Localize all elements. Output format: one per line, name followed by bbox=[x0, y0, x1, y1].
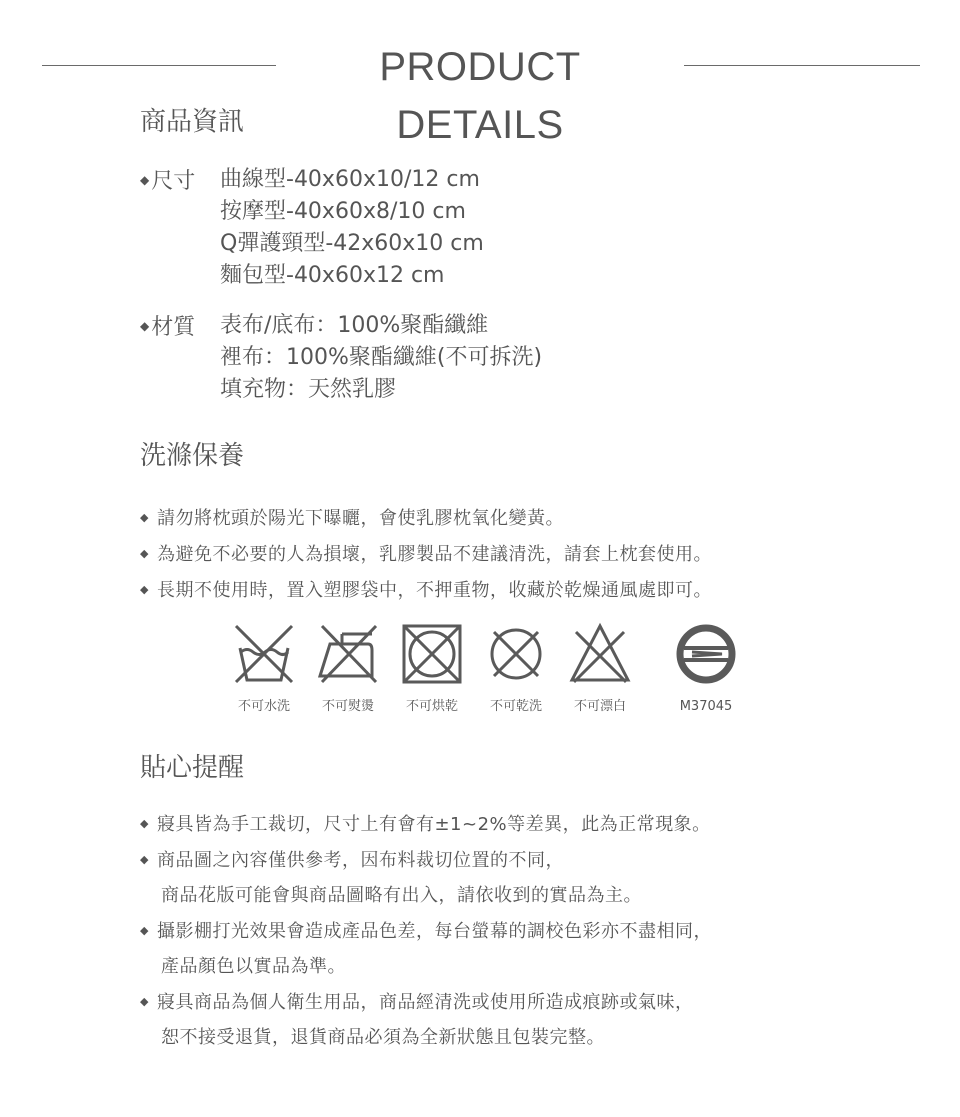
care-symbol-label: 不可熨燙 bbox=[321, 699, 374, 714]
diamond-bullet-icon: ◆ bbox=[140, 853, 149, 866]
care-symbol bbox=[560, 618, 640, 716]
list-item: ◆ 寢具商品為個人衛生用品，商品經清洗或使用所造成痕跡或氣味， 恕不接受退貨，退貨商品必須為全新狀態且包裝完整。 bbox=[140, 992, 694, 1048]
list-item: ◆ 商品圖之內容僅供參考，因布料裁切位置的不同， 商品花版可能會與商品圖略有出入，請依收到的實品為主。 bbox=[140, 850, 642, 906]
diamond-bullet-icon: ◆ bbox=[140, 995, 149, 1008]
diamond-bullet-icon: ◆ bbox=[140, 511, 149, 524]
product-info-heading: 商品資訊 bbox=[140, 107, 245, 137]
title-rule-left bbox=[42, 65, 276, 66]
spec-material-value: 裡布：100%聚酯纖維(不可拆洗) bbox=[220, 345, 543, 370]
no-bleach-icon bbox=[564, 618, 636, 690]
care-symbol bbox=[392, 618, 472, 716]
spec-size-label: ◆尺寸 bbox=[140, 169, 196, 194]
bsmi-mark-icon bbox=[670, 618, 742, 690]
care-symbol-label: 不可乾洗 bbox=[489, 699, 542, 714]
care-symbol bbox=[666, 618, 746, 716]
list-item: ◆ 寢具皆為手工裁切，尺寸上有會有±1~2%等差異，此為正常現象。 bbox=[140, 814, 711, 835]
care-symbol bbox=[224, 618, 304, 716]
care-symbols bbox=[224, 618, 764, 728]
diamond-bullet-icon: ◆ bbox=[140, 583, 149, 596]
diamond-bullet-icon: ◆ bbox=[140, 547, 149, 560]
spec-size-values bbox=[220, 164, 484, 292]
title-rule-right bbox=[684, 65, 920, 66]
no-dry-clean-icon bbox=[480, 618, 552, 690]
no-iron-icon bbox=[312, 618, 384, 690]
spec-size-value: Q彈護頸型-42x60x10 cm bbox=[220, 231, 484, 256]
care-symbol-label: 不可漂白 bbox=[573, 699, 626, 714]
spec-size-value: 麵包型-40x60x12 cm bbox=[220, 263, 445, 288]
tips-heading: 貼心提醒 bbox=[140, 753, 245, 783]
page-title: PRODUCT DETAILS bbox=[379, 45, 581, 147]
spec-material-label: ◆材質 bbox=[140, 315, 196, 340]
list-item: ◆ 為避免不必要的人為損壞，乳膠製品不建議清洗，請套上枕套使用。 bbox=[140, 544, 712, 565]
care-heading: 洗滌保養 bbox=[140, 441, 245, 471]
spec-size bbox=[140, 164, 660, 292]
care-symbol-label: 不可烘乾 bbox=[405, 699, 458, 714]
list-item: ◆ 攝影棚打光效果會造成產品色差，每台螢幕的調校色彩亦不盡相同， 產品顏色以實品為準。 bbox=[140, 921, 712, 977]
diamond-bullet-icon: ◆ bbox=[140, 924, 149, 937]
spec-material-value: 表布/底布：100%聚酯纖維 bbox=[220, 313, 489, 338]
spec-size-value: 按摩型-40x60x8/10 cm bbox=[220, 199, 466, 224]
spec-size-value: 曲線型-40x60x10/12 cm bbox=[220, 167, 480, 192]
spec-material-value: 填充物：天然乳膠 bbox=[220, 377, 397, 402]
care-symbol bbox=[476, 618, 556, 716]
list-item: ◆ 請勿將枕頭於陽光下曝曬，會使乳膠枕氧化變黃。 bbox=[140, 508, 564, 529]
diamond-bullet-icon: ◆ bbox=[140, 173, 150, 187]
tips-list bbox=[140, 806, 940, 1055]
care-symbol bbox=[308, 618, 388, 716]
diamond-bullet-icon: ◆ bbox=[140, 817, 149, 830]
care-symbol-label: 不可水洗 bbox=[237, 699, 290, 714]
spec-material-values bbox=[220, 310, 542, 406]
diamond-bullet-icon: ◆ bbox=[140, 319, 150, 333]
care-symbol-label: M37045 bbox=[679, 699, 733, 714]
no-tumble-dry-icon bbox=[396, 618, 468, 690]
care-list bbox=[140, 500, 940, 608]
no-wash-icon bbox=[228, 618, 300, 690]
spec-material bbox=[140, 310, 660, 406]
list-item: ◆ 長期不使用時，置入塑膠袋中，不押重物，收藏於乾燥通風處即可。 bbox=[140, 580, 712, 601]
